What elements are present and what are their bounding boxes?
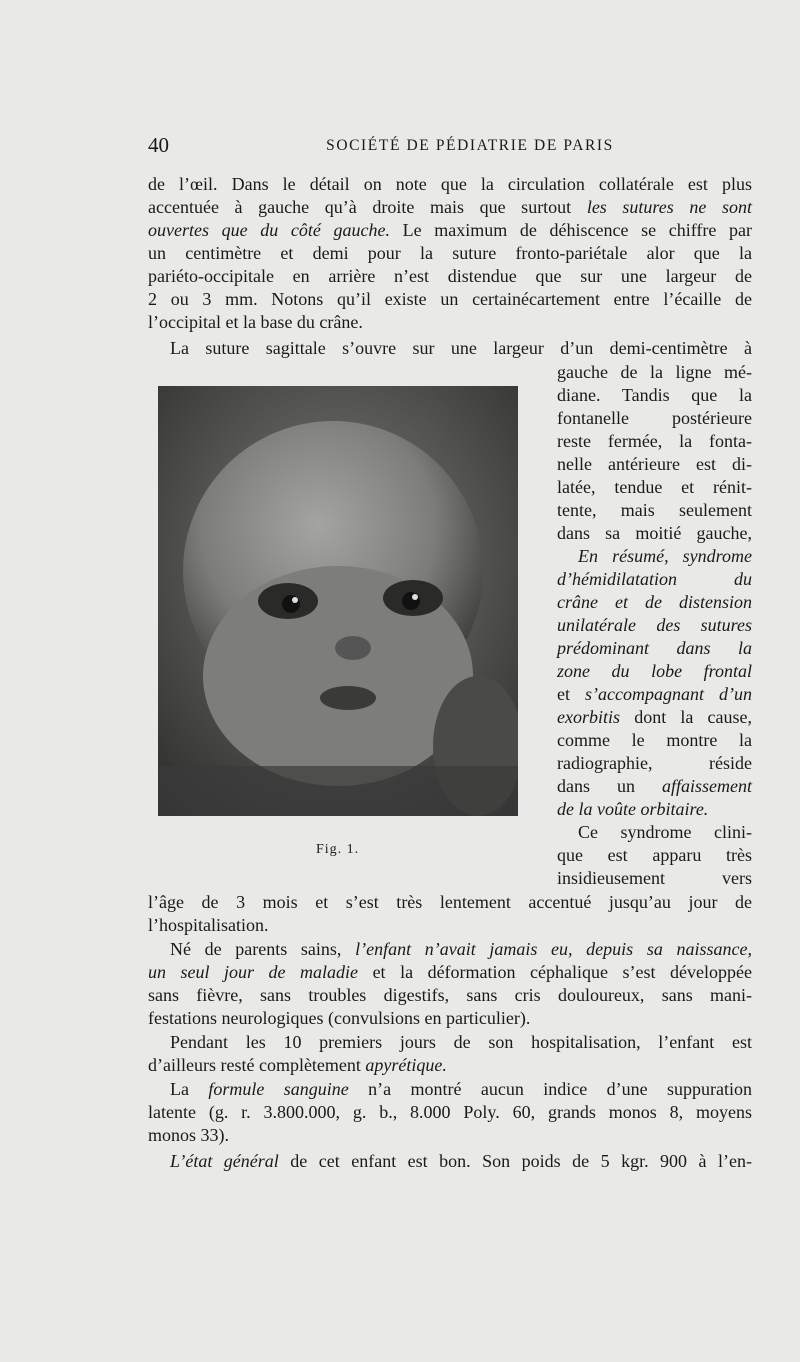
text-line: insidieusement vers: [557, 868, 752, 888]
text-line: que est apparu très: [557, 845, 752, 865]
text-line: nelle antérieure est di-: [557, 454, 752, 474]
running-title: SOCIÉTÉ DE PÉDIATRIE DE PARIS: [326, 137, 614, 154]
text-line: L’état général de cet enfant est bon. Son poids de 5 kgr. 900 à l’en-: [170, 1151, 752, 1171]
text-line: monos 33).: [148, 1125, 229, 1145]
text-line: exorbitis dont la cause,: [557, 707, 753, 727]
text-line: Né de parents sains, l’enfant n’avait jamais eu, depuis sa naissance,: [170, 939, 752, 959]
text-line: de la voûte orbitaire.: [557, 799, 709, 819]
text-line: 2 ou 3 mm. Notons qu’il existe un certainécartement entre l’écaille de: [148, 289, 752, 309]
text-line: dans un affaissement: [557, 776, 752, 796]
text-line: diane. Tandis que la: [557, 385, 752, 405]
text-line: latée, tendue et rénit-: [557, 477, 752, 497]
text-line: ouvertes que du côté gauche. Le maximum de déhiscence se chiffre par: [148, 220, 752, 240]
text-line: radiographie, réside: [557, 753, 752, 773]
text-line: accentuée à gauche qu’à droite mais que surtout les sutures ne sont: [148, 197, 752, 217]
text-line: La formule sanguine n’a montré aucun indice d’une suppuration: [170, 1079, 753, 1099]
text-line: de l’œil. Dans le détail on note que la circulation collatérale est plus: [148, 174, 752, 194]
text-line: l’occipital et la base du crâne.: [148, 312, 363, 332]
text-line: festations neurologiques (convulsions en particulier).: [148, 1008, 531, 1028]
text-line: gauche de la ligne mé-: [557, 362, 752, 382]
text-line: l’âge de 3 mois et s’est très lentement accentué jusqu’au jour de: [148, 892, 752, 912]
text-line: Pendant les 10 premiers jours de son hospitalisation, l’enfant est: [170, 1032, 752, 1052]
text-line: prédominant dans la: [557, 638, 752, 658]
text-line: comme le montre la: [557, 730, 752, 750]
text-line: reste fermée, la fonta-: [557, 431, 752, 451]
text-line: dans sa moitié gauche,: [557, 523, 752, 543]
text-line: d’ailleurs resté complètement apyrétique.: [148, 1055, 447, 1075]
text-line: En résumé, syndrome: [578, 546, 752, 566]
text-line: Ce syndrome clini-: [578, 822, 752, 842]
figure-caption: Fig. 1.: [316, 842, 360, 857]
infant-photograph: [158, 386, 518, 816]
text-line: un centimètre et demi pour la suture fronto-pariétale alor que la: [148, 243, 752, 263]
text-line: unilatérale des sutures: [557, 615, 752, 635]
text-line: crâne et de distension: [557, 592, 752, 612]
page-number: 40: [148, 133, 169, 157]
text-line: et s’accompagnant d’un: [557, 684, 752, 704]
text-line: fontanelle postérieure: [557, 408, 752, 428]
text-line: d’hémidilatation du: [557, 569, 752, 589]
text-line: latente (g. r. 3.800.000, g. b., 8.000 Poly. 60, grands monos 8, moyens: [148, 1102, 752, 1122]
text-line: sans fièvre, sans troubles digestifs, sans cris douloureux, sans mani-: [148, 985, 752, 1005]
text-line: l’hospitalisation.: [148, 915, 269, 935]
page-header: [148, 133, 752, 163]
text-line: pariéto-occipitale en arrière n’est distendue que sur une largeur de: [148, 266, 752, 286]
text-line: un seul jour de maladie et la déformation céphalique s’est développée: [148, 962, 752, 982]
text-line: tente, mais seulement: [557, 500, 752, 520]
text-line: La suture sagittale s’ouvre sur une largeur d’un demi-centimètre à: [170, 338, 752, 358]
text-line: zone du lobe frontal: [557, 661, 752, 681]
